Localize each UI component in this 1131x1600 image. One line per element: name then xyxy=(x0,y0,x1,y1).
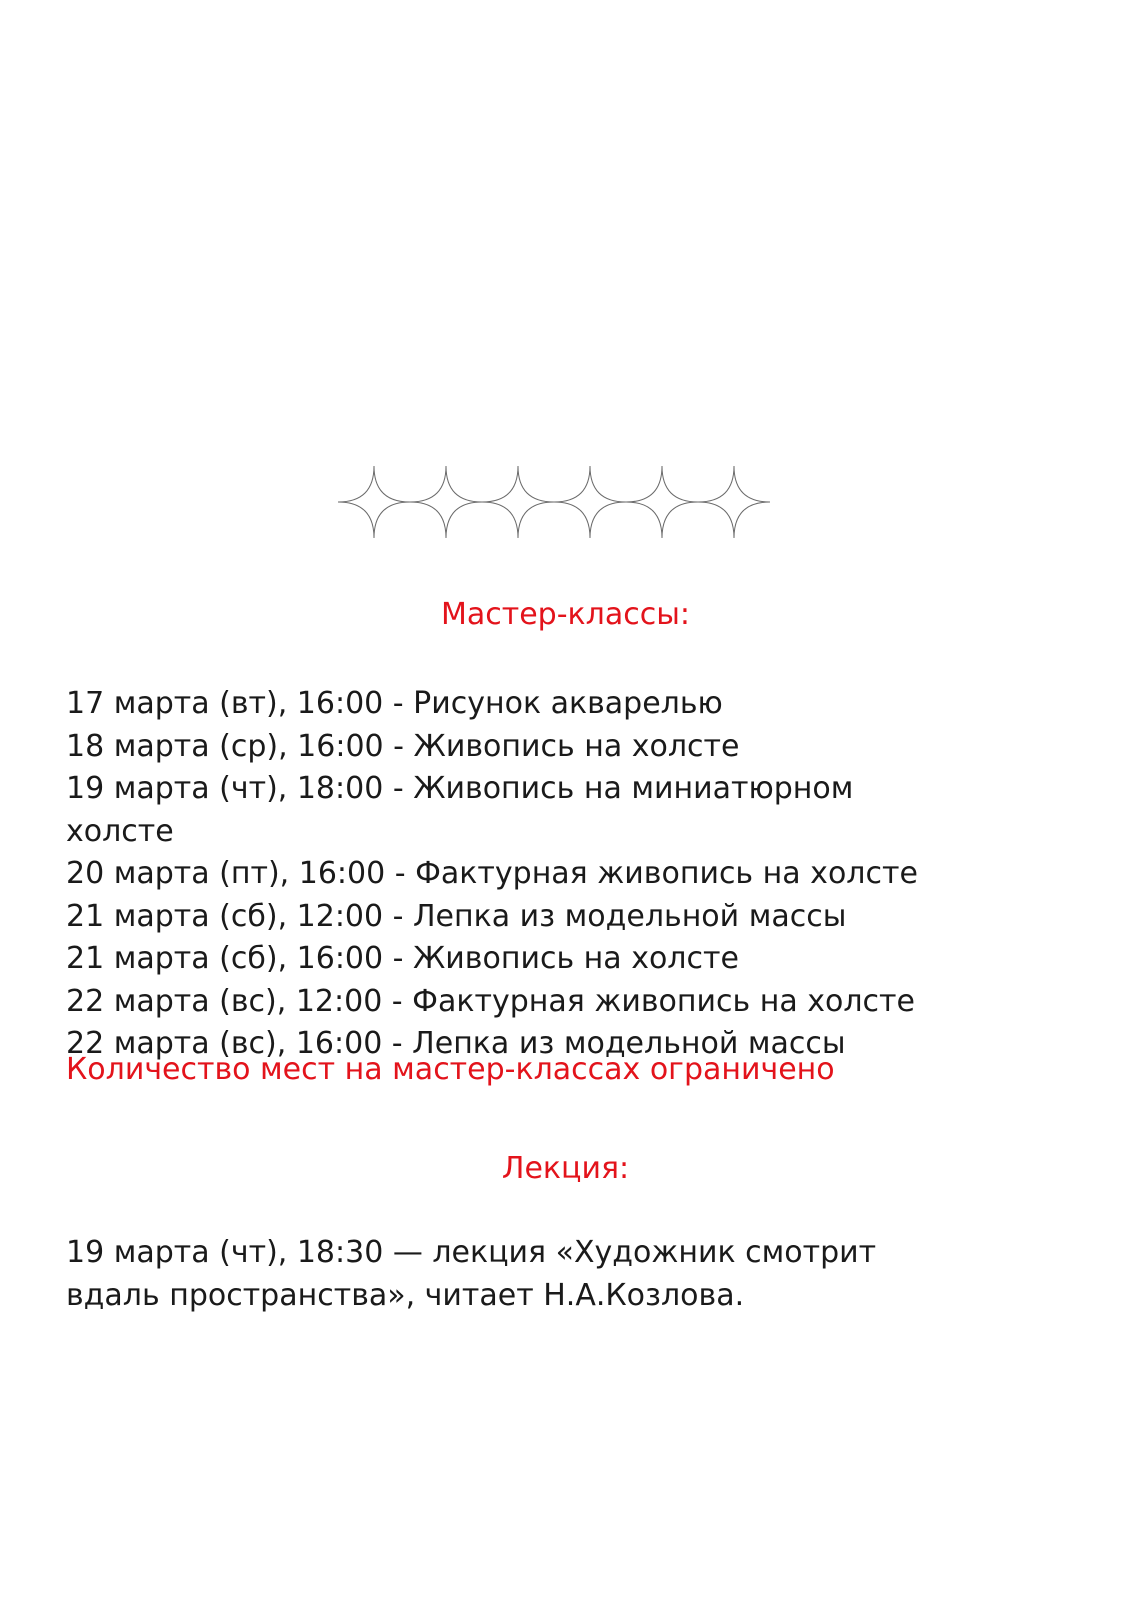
list-item: 17 марта (вт), 16:00 - Рисунок акварелью xyxy=(66,686,723,721)
ornament-star-1 xyxy=(338,466,410,538)
list-item: 22 марта (вс), 16:00 - Лепка из модельной массы xyxy=(66,1026,846,1061)
masterclasses-list xyxy=(66,683,1086,1066)
list-item: 21 марта (сб), 12:00 - Лепка из модельной массы xyxy=(66,898,847,934)
ornament-star-6 xyxy=(698,466,770,538)
lecture-heading: Лекция: xyxy=(501,1151,630,1186)
decorative-star-ornament xyxy=(338,466,788,538)
list-item: 22 марта (вс), 12:00 - Фактурная живопись на холсте xyxy=(66,983,915,1019)
list-item: 18 марта (ср), 16:00 - Живопись на холсте xyxy=(66,728,740,764)
masterclasses-heading: Мастер-классы: xyxy=(440,597,691,632)
list-item: 19 марта (чт), 18:00 - Живопись на миниатюрном холсте xyxy=(66,771,854,849)
ornament-star-3 xyxy=(482,466,554,538)
list-item: 20 марта (пт), 16:00 - Фактурная живопись на холсте xyxy=(66,856,918,891)
lecture-description: 19 марта (чт), 18:30 — лекция «Художник смотрит вдаль пространства», читает Н.А.Козлова. xyxy=(66,1235,877,1313)
ornament-star-4 xyxy=(554,466,626,538)
ornament-star-5 xyxy=(626,466,698,538)
list-item: 21 марта (сб), 16:00 - Живопись на холсте xyxy=(66,941,739,976)
limited-seats-notice: Количество мест на мастер-классах ограничено xyxy=(66,1052,835,1087)
ornament-star-2 xyxy=(410,466,482,538)
